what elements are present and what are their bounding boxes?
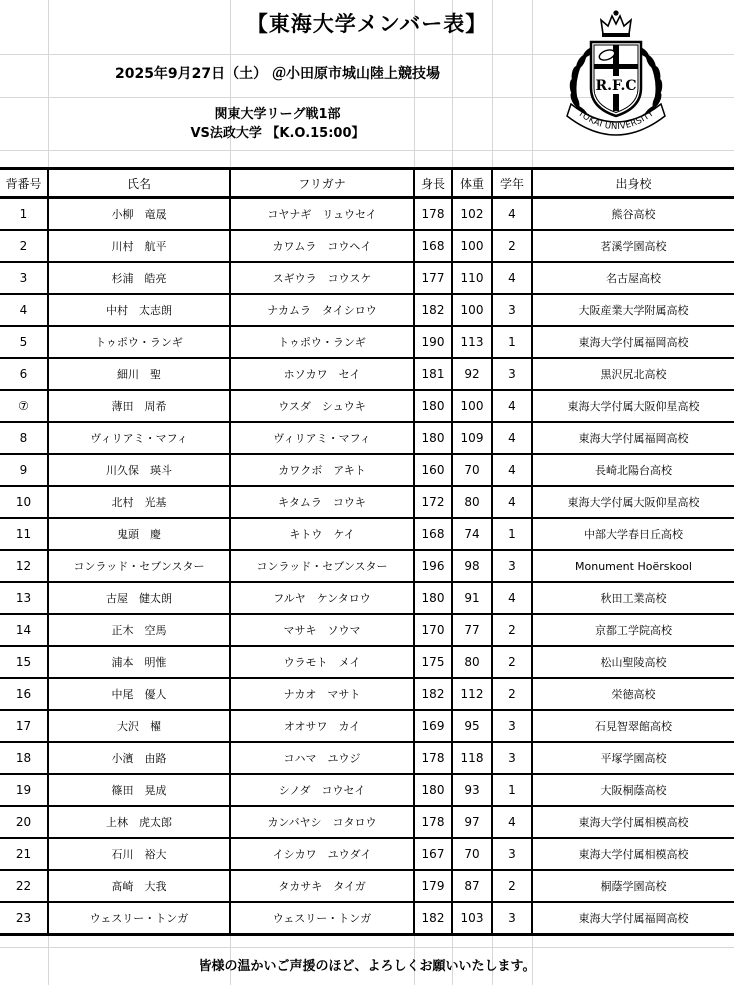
player-grade: 2	[492, 678, 532, 710]
player-number: 19	[0, 774, 48, 806]
player-school: 東海大学付属相模高校	[532, 806, 734, 838]
player-furigana: ウラモト メイ	[230, 646, 414, 678]
player-number: 21	[0, 838, 48, 870]
player-name: コンラッド・セブンスター	[48, 550, 230, 582]
footer-message: 皆様の温かいご声援のほど、よろしくお願いいたします。	[198, 959, 536, 974]
player-grade: 3	[492, 742, 532, 774]
player-grade: 3	[492, 710, 532, 742]
table-row	[0, 454, 734, 486]
table-row	[0, 550, 734, 582]
player-furigana: ウスダ シュウキ	[230, 390, 414, 422]
player-furigana: コハマ ユウジ	[230, 742, 414, 774]
player-furigana: カンバヤシ コタロウ	[230, 806, 414, 838]
player-name: 杉浦 皓亮	[48, 262, 230, 294]
player-height: 180	[414, 582, 452, 614]
player-height: 177	[414, 262, 452, 294]
player-height: 172	[414, 486, 452, 518]
player-weight: 70	[452, 454, 492, 486]
player-weight: 98	[452, 550, 492, 582]
player-furigana: ナカオ マサト	[230, 678, 414, 710]
table-row	[0, 806, 734, 838]
player-weight: 91	[452, 582, 492, 614]
player-number: 12	[0, 550, 48, 582]
player-name: 浦本 明惟	[48, 646, 230, 678]
table-row	[0, 358, 734, 390]
player-name: 北村 光基	[48, 486, 230, 518]
player-furigana: シノダ コウセイ	[230, 774, 414, 806]
player-school: 栄徳高校	[532, 678, 734, 710]
player-grade: 2	[492, 646, 532, 678]
player-grade: 2	[492, 870, 532, 902]
player-name: 大沢 櫂	[48, 710, 230, 742]
player-height: 179	[414, 870, 452, 902]
player-school: 石見智翠館高校	[532, 710, 734, 742]
player-school: 東海大学付属福岡高校	[532, 902, 734, 935]
player-number: 1	[0, 198, 48, 231]
player-name: ヴィリアミ・マフィ	[48, 422, 230, 454]
player-weight: 80	[452, 646, 492, 678]
player-furigana: カワクボ アキト	[230, 454, 414, 486]
player-height: 168	[414, 230, 452, 262]
page-title: 【東海大学メンバー表】	[246, 12, 488, 36]
player-number: 10	[0, 486, 48, 518]
player-number: 9	[0, 454, 48, 486]
player-height: 190	[414, 326, 452, 358]
player-number: 16	[0, 678, 48, 710]
player-school: 東海大学付属福岡高校	[532, 326, 734, 358]
player-school: 桐蔭学園高校	[532, 870, 734, 902]
player-school: 松山聖陵高校	[532, 646, 734, 678]
player-school: 黒沢尻北高校	[532, 358, 734, 390]
player-furigana: カワムラ コウヘイ	[230, 230, 414, 262]
player-weight: 113	[452, 326, 492, 358]
player-number: ⑦	[0, 390, 48, 422]
player-name: 小柳 竜晟	[48, 198, 230, 231]
player-furigana: キトウ ケイ	[230, 518, 414, 550]
player-grade: 3	[492, 902, 532, 935]
player-school: Monument Hoërskool	[532, 550, 734, 582]
player-number: 4	[0, 294, 48, 326]
player-grade: 4	[492, 390, 532, 422]
player-weight: 109	[452, 422, 492, 454]
player-furigana: キタムラ コウキ	[230, 486, 414, 518]
player-height: 175	[414, 646, 452, 678]
player-height: 168	[414, 518, 452, 550]
player-furigana: タカサキ タイガ	[230, 870, 414, 902]
player-number: 14	[0, 614, 48, 646]
player-grade: 4	[492, 198, 532, 231]
player-school: 茗溪学園高校	[532, 230, 734, 262]
player-height: 178	[414, 742, 452, 774]
player-furigana: スギウラ コウスケ	[230, 262, 414, 294]
player-weight: 70	[452, 838, 492, 870]
table-row	[0, 582, 734, 614]
player-weight: 100	[452, 390, 492, 422]
player-weight: 102	[452, 198, 492, 231]
match-info: VS法政大学 【K.O.15:00】	[190, 126, 365, 141]
player-furigana: マサキ ソウマ	[230, 614, 414, 646]
player-school: 中部大学春日丘高校	[532, 518, 734, 550]
col-header-weight: 体重	[452, 169, 492, 198]
player-name: 石川 裕大	[48, 838, 230, 870]
player-height: 180	[414, 390, 452, 422]
player-grade: 4	[492, 806, 532, 838]
player-number: 3	[0, 262, 48, 294]
player-weight: 112	[452, 678, 492, 710]
player-grade: 4	[492, 422, 532, 454]
player-school: 京都工学院高校	[532, 614, 734, 646]
player-height: 170	[414, 614, 452, 646]
col-header-grade: 学年	[492, 169, 532, 198]
player-school: 大阪桐蔭高校	[532, 774, 734, 806]
player-grade: 4	[492, 262, 532, 294]
player-furigana: オオサワ カイ	[230, 710, 414, 742]
player-name: 上林 虎太郎	[48, 806, 230, 838]
player-name: 川久保 瑛斗	[48, 454, 230, 486]
player-weight: 103	[452, 902, 492, 935]
player-weight: 74	[452, 518, 492, 550]
player-name: 川村 航平	[48, 230, 230, 262]
player-school: 東海大学付属相模高校	[532, 838, 734, 870]
player-weight: 110	[452, 262, 492, 294]
player-grade: 3	[492, 294, 532, 326]
player-name: 鬼頭 慶	[48, 518, 230, 550]
player-grade: 3	[492, 550, 532, 582]
player-weight: 97	[452, 806, 492, 838]
table-row	[0, 198, 734, 231]
date-venue: 2025年9月27日（土） ＠小田原市城山陸上競技場	[114, 66, 441, 82]
logo-text: TOKAI UNIVERSITY	[575, 108, 657, 133]
player-name: 中村 太志朗	[48, 294, 230, 326]
player-number: 6	[0, 358, 48, 390]
player-height: 180	[414, 774, 452, 806]
player-name: ウェスリー・トンガ	[48, 902, 230, 935]
col-header-name: 氏名	[48, 169, 230, 198]
league-name: 関東大学リーグ戦1部	[214, 107, 341, 122]
player-furigana: イシカワ ユウダイ	[230, 838, 414, 870]
crown-icon	[601, 10, 631, 37]
table-row	[0, 902, 734, 935]
player-grade: 3	[492, 838, 532, 870]
player-number: 22	[0, 870, 48, 902]
table-row	[0, 614, 734, 646]
player-school: 大阪産業大学附属高校	[532, 294, 734, 326]
player-furigana: フルヤ ケンタロウ	[230, 582, 414, 614]
player-school: 熊谷高校	[532, 198, 734, 231]
player-furigana: トゥポウ・ランギ	[230, 326, 414, 358]
player-height: 181	[414, 358, 452, 390]
player-weight: 118	[452, 742, 492, 774]
player-number: 2	[0, 230, 48, 262]
table-row	[0, 774, 734, 806]
player-height: 160	[414, 454, 452, 486]
table-row	[0, 838, 734, 870]
player-height: 169	[414, 710, 452, 742]
table-row	[0, 422, 734, 454]
table-row	[0, 262, 734, 294]
player-grade: 1	[492, 518, 532, 550]
table-row	[0, 518, 734, 550]
player-grade: 2	[492, 614, 532, 646]
player-school: 東海大学付属大阪仰星高校	[532, 390, 734, 422]
player-number: 20	[0, 806, 48, 838]
player-name: 髙崎 大我	[48, 870, 230, 902]
player-height: 180	[414, 422, 452, 454]
col-header-number: 背番号	[0, 169, 48, 198]
player-weight: 92	[452, 358, 492, 390]
player-name: 薄田 周希	[48, 390, 230, 422]
player-name: トゥポウ・ランギ	[48, 326, 230, 358]
player-name: 古屋 健太朗	[48, 582, 230, 614]
player-school: 名古屋高校	[532, 262, 734, 294]
player-height: 182	[414, 678, 452, 710]
col-header-height: 身長	[414, 169, 452, 198]
player-furigana: ウェスリー・トンガ	[230, 902, 414, 935]
player-number: 15	[0, 646, 48, 678]
player-grade: 1	[492, 774, 532, 806]
player-weight: 87	[452, 870, 492, 902]
table-row	[0, 230, 734, 262]
table-row	[0, 390, 734, 422]
player-grade: 4	[492, 454, 532, 486]
table-row	[0, 678, 734, 710]
grid-line	[0, 947, 734, 948]
player-number: 17	[0, 710, 48, 742]
table-row	[0, 326, 734, 358]
player-weight: 100	[452, 230, 492, 262]
player-number: 23	[0, 902, 48, 935]
player-height: 167	[414, 838, 452, 870]
player-weight: 80	[452, 486, 492, 518]
player-school: 平塚学園高校	[532, 742, 734, 774]
player-name: 細川 聖	[48, 358, 230, 390]
player-grade: 4	[492, 486, 532, 518]
player-furigana: ホソカワ セイ	[230, 358, 414, 390]
player-furigana: ナカムラ タイシロウ	[230, 294, 414, 326]
player-number: 5	[0, 326, 48, 358]
table-row	[0, 646, 734, 678]
table-row	[0, 294, 734, 326]
player-furigana: コンラッド・セブンスター	[230, 550, 414, 582]
table-header-row	[0, 169, 734, 198]
player-name: 篠田 晃成	[48, 774, 230, 806]
player-school: 東海大学付属福岡高校	[532, 422, 734, 454]
player-furigana: コヤナギ リュウセイ	[230, 198, 414, 231]
player-weight: 77	[452, 614, 492, 646]
logo-initials: R.F.C	[595, 78, 637, 94]
player-number: 13	[0, 582, 48, 614]
table-row	[0, 710, 734, 742]
player-school: 秋田工業高校	[532, 582, 734, 614]
player-number: 8	[0, 422, 48, 454]
player-height: 182	[414, 902, 452, 935]
player-number: 18	[0, 742, 48, 774]
player-number: 11	[0, 518, 48, 550]
table-row	[0, 870, 734, 902]
player-name: 小濱 由路	[48, 742, 230, 774]
player-school: 長崎北陽台高校	[532, 454, 734, 486]
player-weight: 95	[452, 710, 492, 742]
player-grade: 4	[492, 582, 532, 614]
player-name: 正木 空馬	[48, 614, 230, 646]
player-height: 178	[414, 198, 452, 231]
player-weight: 93	[452, 774, 492, 806]
table-row	[0, 486, 734, 518]
table-row	[0, 742, 734, 774]
player-grade: 1	[492, 326, 532, 358]
player-grade: 2	[492, 230, 532, 262]
tokai-rfc-emblem-icon	[557, 4, 675, 152]
player-grade: 3	[492, 358, 532, 390]
player-name: 中尾 優人	[48, 678, 230, 710]
player-school: 東海大学付属大阪仰星高校	[532, 486, 734, 518]
player-furigana: ヴィリアミ・マフィ	[230, 422, 414, 454]
col-header-school: 出身校	[532, 169, 734, 198]
col-header-furigana: フリガナ	[230, 169, 414, 198]
player-height: 196	[414, 550, 452, 582]
player-height: 182	[414, 294, 452, 326]
roster-table	[0, 167, 734, 936]
player-weight: 100	[452, 294, 492, 326]
player-height: 178	[414, 806, 452, 838]
